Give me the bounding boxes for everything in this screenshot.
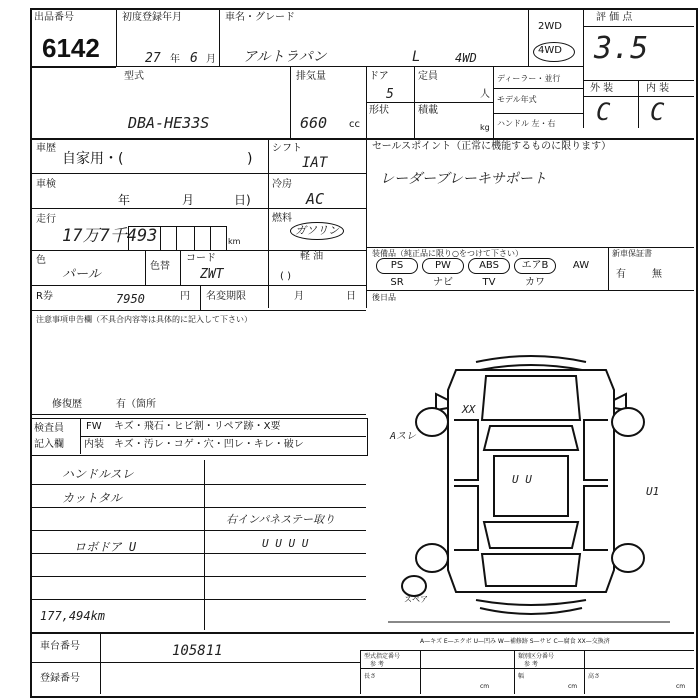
diagram-mark-uu: U U	[512, 473, 532, 486]
diagram-mark-u1: U1	[646, 485, 660, 498]
color-code: ZWT	[200, 267, 224, 282]
load-label: 積載	[418, 105, 438, 116]
remark-5: 右インパネステー取り	[226, 513, 336, 526]
fuel-other: ( )	[280, 271, 291, 282]
kg-unit: kg	[480, 123, 490, 132]
interior-check-text: キズ・汚レ・コゲ・穴・凹レ・キレ・破レ	[114, 439, 304, 450]
remark-3: ロボドア U	[74, 540, 137, 554]
length-label: 長さ	[364, 673, 377, 680]
shape-label: 形状	[369, 105, 389, 116]
length-unit: cm	[480, 683, 490, 690]
yen-unit: 円	[180, 291, 190, 302]
height-unit: cm	[676, 683, 686, 690]
equipment-item-1: PW	[422, 258, 464, 274]
sales-point-value: レーダーブレーキサポート	[380, 171, 547, 187]
remark-1: ハンドルスレ	[62, 467, 134, 481]
height-label: 高さ	[588, 673, 601, 680]
equipment-item-b-3: カワ	[525, 277, 545, 288]
remark-2: カットタル	[62, 491, 122, 505]
remark-4: 177,494km	[40, 609, 106, 623]
usage-value: 自家用・(	[62, 151, 124, 167]
inspection-label: 車検	[36, 179, 56, 190]
mileage-value: 17万7千493	[62, 226, 158, 246]
recycle-label: R券	[36, 291, 53, 302]
model-spec-label: 型式指定番号	[364, 653, 401, 660]
handle-label: ハンドル 左・右	[497, 119, 556, 128]
exterior-grade: C	[596, 98, 611, 126]
recycle-value: 7950	[116, 292, 145, 306]
warranty-none: 無	[652, 269, 662, 280]
wheels	[402, 408, 644, 596]
name-change-label: 名変期限	[206, 291, 246, 302]
repair-history-label: 修復歴	[52, 399, 82, 410]
first-registration-month: 6	[190, 51, 198, 66]
warranty-have: 有	[616, 269, 626, 280]
shift-value: IAT	[302, 155, 328, 171]
after-install-label: 後日品	[372, 293, 396, 302]
ac-label: 冷房	[272, 179, 292, 190]
drive-type: 4WD	[455, 51, 477, 65]
km-unit: km	[228, 237, 241, 246]
equipment-item-b-2: TV	[482, 277, 496, 288]
chassis-label: 車台番号	[40, 641, 80, 652]
inspector-label-1: 検査員	[34, 423, 64, 434]
model-spec-ref: 参 考	[370, 661, 384, 668]
grade-score-label: 評 価 点	[596, 12, 633, 23]
inspection-year: 年	[118, 193, 131, 207]
diagram-mark-a: Aスレ	[390, 431, 417, 442]
ac-value: AC	[306, 190, 325, 208]
fuel-light-oil: 軽 油	[300, 251, 324, 262]
displacement-label: 排気量	[296, 71, 326, 82]
lot-number: 6142	[42, 33, 100, 63]
fw-text: キズ・飛石・ヒビ割・リペア跡・X要	[114, 421, 281, 432]
equipment-item-4: AW	[572, 260, 590, 271]
name-change-day: 日	[346, 291, 356, 302]
capacity-label: 定員	[418, 71, 438, 82]
color-label: 色	[36, 255, 46, 266]
equipment-item-b-1: ナビ	[433, 277, 453, 288]
category-number-label: 類別区分番号	[518, 653, 555, 660]
cc-unit: cc	[349, 119, 360, 130]
equipment-label: 装備品（純正品に限り○をつけて下さい）	[372, 249, 523, 258]
remark-6: U U U U	[262, 537, 309, 550]
person-unit: 人	[480, 89, 490, 100]
interior-grade: C	[650, 98, 665, 126]
equipment-item-3: エアB	[514, 258, 556, 274]
width-label: 幅	[518, 673, 525, 680]
category-number-ref: 参 考	[524, 661, 538, 668]
damage-legend: A—キズ E—エクボ U—凹み W—補修跡 S—サビ C—腐食 XX—交換済	[420, 638, 610, 645]
exterior-label: 外 装	[590, 83, 614, 94]
first-registration-label: 初度登録年月	[122, 12, 182, 23]
color-change-label: 色替	[150, 261, 170, 272]
doors-value: 5	[386, 87, 394, 102]
fuel-gasoline: ガソリン	[295, 224, 339, 237]
usage-close: )	[247, 151, 253, 167]
usage-label: 車歴	[36, 143, 56, 154]
model-year-label: モデル年式	[497, 95, 537, 104]
model-type-label: 型式	[124, 71, 144, 82]
warranty-label: 新車保証書	[612, 249, 652, 258]
shift-label: シフト	[272, 143, 302, 154]
displacement-value: 660	[300, 114, 328, 132]
model-grade-label: 車名・グレード	[225, 12, 295, 23]
four-wd-label: 4WD	[538, 45, 562, 56]
fw-label: FW	[86, 421, 102, 432]
inspection-day: 日)	[234, 193, 251, 207]
first-registration-year: 27	[145, 51, 161, 66]
doors-label: ドア	[369, 71, 389, 82]
diagram-mark-xx: XX	[462, 403, 476, 416]
notes-label: 注意事項申告欄（不具合内容等は具体的に記入して下さい）	[36, 315, 252, 324]
equipment-item-0: PS	[376, 258, 418, 274]
fuel-label: 燃料	[272, 213, 292, 224]
interior-label: 内 装	[646, 83, 670, 94]
equipment-item-b-0: SR	[390, 277, 404, 288]
spare-label: スペア	[404, 595, 428, 604]
registration-label: 登録番号	[40, 673, 80, 684]
width-unit: cm	[568, 683, 578, 690]
sales-point-label: セールスポイント（正常に機能するものに限ります）	[372, 141, 612, 152]
model-type-code: DBA-HE33S	[128, 114, 210, 132]
color-code-label: コード	[186, 253, 216, 264]
two-wd-label: 2WD	[538, 21, 562, 32]
repair-history-value: 有（箇所	[116, 399, 156, 410]
inspection-month: 月	[182, 193, 195, 207]
mileage-label: 走行	[36, 214, 56, 225]
inspector-label-2: 記入欄	[34, 439, 64, 450]
grade: L	[412, 49, 421, 65]
grade-score: 3.5	[594, 31, 649, 66]
lot-number-label: 出品番号	[34, 12, 74, 23]
chassis-number: 105811	[172, 643, 223, 659]
dealer-label: ディーラー・並行	[497, 74, 561, 83]
model-name: アルトラパン	[243, 49, 327, 65]
year-unit: 年	[170, 54, 180, 65]
name-change-month: 月	[294, 291, 304, 302]
color-value: パール	[62, 267, 101, 282]
interior-check-label: 内装	[84, 439, 104, 450]
month-unit: 月	[206, 54, 216, 65]
equipment-item-2: ABS	[468, 258, 510, 274]
